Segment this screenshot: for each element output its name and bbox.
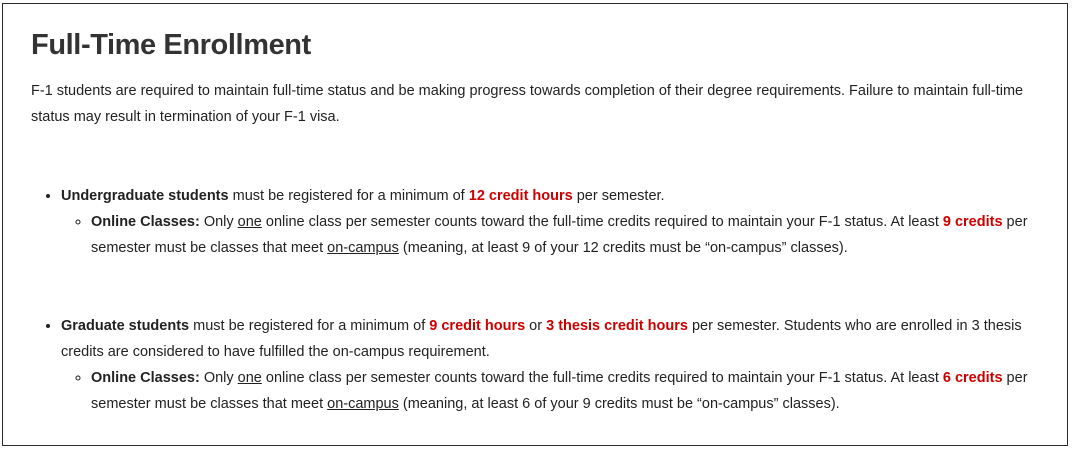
undergrad-online-label: Online Classes:: [91, 214, 200, 230]
undergrad-online-one: one: [237, 214, 262, 230]
grad-or: or: [525, 318, 547, 334]
grad-text-2: per semester. Students who are enrolled in 3 thesis credits are considered to have fulfilled the on-campus requirement.: [61, 318, 1022, 360]
grad-online-credits: 6 credits: [942, 370, 1003, 386]
undergrad-text-2: per semester.: [572, 188, 665, 204]
grad-online-text-2: online class per semester counts toward the full-time credits required to maintain your F-1 status. At least: [261, 370, 943, 386]
grad-online-text-1: Only: [199, 370, 238, 386]
undergrad-online-text-4: (meaning, at least 9 of your 12 credits must be “on-campus” classes).: [398, 240, 848, 256]
undergrad-online-text-2: online class per semester counts toward the full-time credits required to maintain your F-1 status. At least: [261, 214, 943, 230]
grad-text-1: must be registered for a minimum of: [189, 318, 430, 334]
undergrad-hours: 12 credit hours: [468, 188, 573, 204]
undergrad-label: Undergraduate students: [61, 188, 229, 204]
undergrad-online-text-3: per semester must be classes that meet: [91, 214, 1028, 256]
grad-label: Graduate students: [61, 318, 190, 334]
grad-list: [31, 313, 1061, 417]
undergrad-online-item: [91, 209, 1061, 261]
undergrad-text-1: must be registered for a minimum of: [228, 188, 469, 204]
intro-paragraph: F-1 students are required to maintain full-time status and be making progress towards completion of their degree requirements. Failure to maintain full-time status may result in termination of your F-1 visa.: [31, 83, 1024, 125]
undergrad-list: [31, 183, 1061, 261]
grad-online-text-4: (meaning, at least 6 of your 9 credits must be “on-campus” classes).: [398, 396, 840, 412]
undergrad-oncampus: on-campus: [327, 240, 399, 256]
grad-thesis-hours: 3 thesis credit hours: [546, 318, 688, 334]
grad-online-text-3: per semester must be classes that meet: [91, 370, 1028, 412]
grad-sublist: [61, 365, 1061, 417]
page-title: Full-Time Enrollment: [31, 29, 311, 61]
grad-item: [61, 313, 1061, 417]
undergrad-item: [61, 183, 1061, 261]
grad-hours: 9 credit hours: [429, 318, 526, 334]
undergrad-online-credits: 9 credits: [942, 214, 1003, 230]
grad-online-label: Online Classes:: [91, 370, 200, 386]
content-panel: [2, 3, 1068, 446]
grad-online-item: [91, 365, 1061, 417]
undergrad-online-text-1: Only: [199, 214, 238, 230]
grad-online-one: one: [237, 370, 262, 386]
grad-oncampus: on-campus: [327, 396, 399, 412]
undergrad-sublist: [61, 209, 1061, 261]
